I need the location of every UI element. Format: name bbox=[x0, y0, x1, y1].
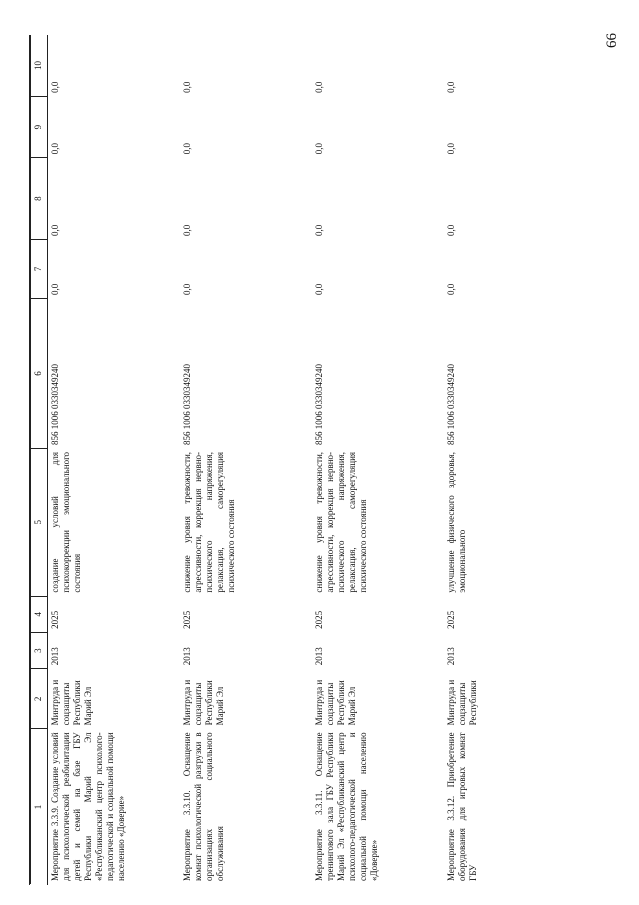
end-year-cell: 2025 bbox=[312, 596, 444, 632]
table-row bbox=[180, 35, 312, 885]
column-number-row bbox=[31, 35, 48, 885]
measure-cell: Мероприятие 3.3.12. Приобретение оборудования для игровых комнат ГБУ bbox=[444, 729, 576, 885]
measure-cell: Мероприятие 3.3.9. Создание условий для психологической реабилитации детей и семей на базе ГБУ Республики Марий Эл «Республиканский центр психолого-педагогической и социальной помощи населению «Доверие» bbox=[48, 729, 181, 885]
value-cell: 0,0 bbox=[48, 158, 181, 240]
start-year-cell: 2013 bbox=[48, 632, 181, 668]
value-cell: 0,0 bbox=[444, 158, 576, 240]
value-cell: 0,0 bbox=[312, 35, 444, 96]
table-row bbox=[312, 35, 444, 885]
value-cell: 0,0 bbox=[180, 158, 312, 240]
measure-cell: Мероприятие 3.3.10. Оснащение комнат психологической разгрузки в организациях социального обслуживания bbox=[180, 729, 312, 885]
column-number: 5 bbox=[31, 448, 48, 596]
table-top-rule bbox=[29, 35, 30, 885]
column-number: 1 bbox=[31, 729, 48, 885]
value-cell: 0,0 bbox=[48, 240, 181, 299]
column-number: 8 bbox=[31, 158, 48, 240]
measure-cell: Мероприятие 3.3.11. Оснащение тренингового зала ГБУ Республики Марий Эл «Республиканский центр психолого-педагогической и социальной помощи населению «Доверие» bbox=[312, 729, 444, 885]
column-number: 6 bbox=[31, 299, 48, 449]
value-cell: 0,0 bbox=[312, 96, 444, 157]
column-number: 3 bbox=[31, 632, 48, 668]
result-cell: снижение уровня тревожности, агрессивности, коррекция нервно-психического напряжения, релаксация, саморегуляция психического состояния bbox=[312, 448, 444, 596]
value-cell: 0,0 bbox=[312, 158, 444, 240]
value-cell: 0,0 bbox=[48, 35, 181, 96]
value-cell: 0,0 bbox=[180, 240, 312, 299]
result-cell: снижение уровня тревожности, агрессивности, коррекция нервно-психического напряжения, релаксация, саморегуляция психического состояния bbox=[180, 448, 312, 596]
start-year-cell: 2013 bbox=[180, 632, 312, 668]
executor-cell: Минтруда и соцзащиты Республики Марий Эл bbox=[312, 669, 444, 729]
table-row bbox=[48, 35, 181, 885]
value-cell: 0,0 bbox=[180, 35, 312, 96]
result-cell: создание условий для психокоррекции эмоционального состояния bbox=[48, 448, 181, 596]
executor-cell: Минтруда и соцзащиты Республики bbox=[444, 669, 576, 729]
end-year-cell: 2025 bbox=[444, 596, 576, 632]
budget-code-cell: 856 1006 0330349240 bbox=[444, 299, 576, 449]
executor-cell: Минтруда и соцзащиты Республики Марий Эл bbox=[180, 669, 312, 729]
value-cell: 0,0 bbox=[444, 35, 576, 96]
column-number: 7 bbox=[31, 240, 48, 299]
program-measures-table bbox=[30, 35, 576, 885]
program-table-sheet bbox=[30, 35, 630, 885]
column-number: 9 bbox=[31, 96, 48, 157]
end-year-cell: 2025 bbox=[48, 596, 181, 632]
budget-code-cell: 856 1006 0330349240 bbox=[180, 299, 312, 449]
end-year-cell: 2025 bbox=[180, 596, 312, 632]
value-cell: 0,0 bbox=[444, 240, 576, 299]
result-cell: улучшение физического здоровья, эмоционального bbox=[444, 448, 576, 596]
column-number: 10 bbox=[31, 35, 48, 96]
column-number: 2 bbox=[31, 669, 48, 729]
budget-code-cell: 856 1006 0330349240 bbox=[312, 299, 444, 449]
executor-cell: Минтруда и соцзащиты Республики Марий Эл bbox=[48, 669, 181, 729]
column-number: 4 bbox=[31, 596, 48, 632]
value-cell: 0,0 bbox=[180, 96, 312, 157]
start-year-cell: 2013 bbox=[444, 632, 576, 668]
budget-code-cell: 856 1006 0330349240 bbox=[48, 299, 181, 449]
value-cell: 0,0 bbox=[48, 96, 181, 157]
value-cell: 0,0 bbox=[312, 240, 444, 299]
start-year-cell: 2013 bbox=[312, 632, 444, 668]
value-cell: 0,0 bbox=[444, 96, 576, 157]
page-number: 66 bbox=[604, 33, 620, 48]
table-row bbox=[444, 35, 576, 885]
